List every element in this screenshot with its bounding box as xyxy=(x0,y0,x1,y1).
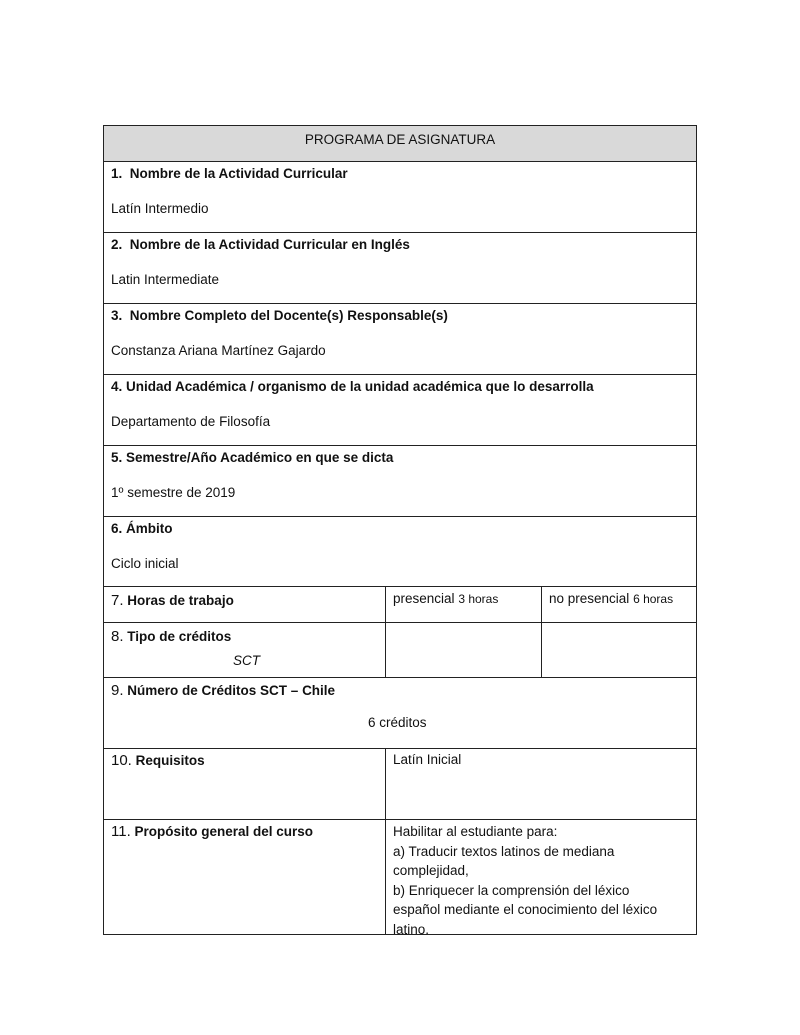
section-requirements xyxy=(104,749,696,820)
no-presencial-hours-cell xyxy=(541,587,696,622)
form-header xyxy=(104,126,696,162)
section-label: 4. Unidad Académica / organismo de la unidad académica que lo desarrolla xyxy=(111,379,594,394)
section-teacher xyxy=(104,304,696,375)
course-name-english-value: Latin Intermediate xyxy=(111,272,220,287)
section-work-hours xyxy=(104,587,696,623)
no-presencial-hours: 6 horas xyxy=(633,592,674,606)
section-label: 1. Nombre de la Actividad Curricular xyxy=(111,166,348,181)
credit-type-empty-cell xyxy=(541,623,696,677)
section-label: 2. Nombre de la Actividad Curricular en Inglés xyxy=(111,237,410,252)
academic-unit-value: Departamento de Filosofía xyxy=(111,414,271,429)
credit-type-empty-cell xyxy=(385,623,541,677)
section-label: 8. Tipo de créditos xyxy=(111,628,232,645)
presencial-hours: 3 horas xyxy=(458,592,499,606)
credits-value: 6 créditos xyxy=(368,715,427,730)
section-label: 3. Nombre Completo del Docente(s) Responsable(s) xyxy=(111,308,448,323)
section-credits-number xyxy=(104,678,696,749)
form-title: PROGRAMA DE ASIGNATURA xyxy=(304,132,496,147)
course-purpose-text: Habilitar al estudiante para: a) Traducir textos latinos de mediana complejidad, b) Enriquecer la comprensión del léxico español mediante el conocimiento del léxico latino. xyxy=(393,824,658,937)
presencial-label: presencial xyxy=(393,591,455,606)
section-course-name-english xyxy=(104,233,696,304)
section-semester xyxy=(104,446,696,517)
requirements-value: Latín Inicial xyxy=(393,752,462,767)
course-purpose-cell xyxy=(385,820,696,937)
credit-type-value: SCT xyxy=(233,653,260,668)
course-name-value: Latín Intermedio xyxy=(111,201,209,216)
section-label: 7. Horas de trabajo xyxy=(111,592,234,609)
section-academic-unit xyxy=(104,375,696,446)
section-credit-type xyxy=(104,623,696,678)
section-course-purpose xyxy=(104,820,696,937)
presencial-hours-cell xyxy=(385,587,541,622)
scope-value: Ciclo inicial xyxy=(111,556,179,571)
semester-value: 1º semestre de 2019 xyxy=(111,485,236,500)
section-label: 6. Ámbito xyxy=(111,521,173,536)
section-label: 5. Semestre/Año Académico en que se dicta xyxy=(111,450,394,465)
teacher-value: Constanza Ariana Martínez Gajardo xyxy=(111,343,326,358)
section-course-name xyxy=(104,162,696,233)
section-scope xyxy=(104,517,696,587)
section-label: 9. Número de Créditos SCT – Chile xyxy=(111,682,336,699)
course-program-form xyxy=(103,125,697,935)
section-label: 10. Requisitos xyxy=(111,752,205,769)
requirements-cell xyxy=(385,749,696,819)
no-presencial-label: no presencial xyxy=(549,591,630,606)
section-label: 11. Propósito general del curso xyxy=(111,823,314,840)
